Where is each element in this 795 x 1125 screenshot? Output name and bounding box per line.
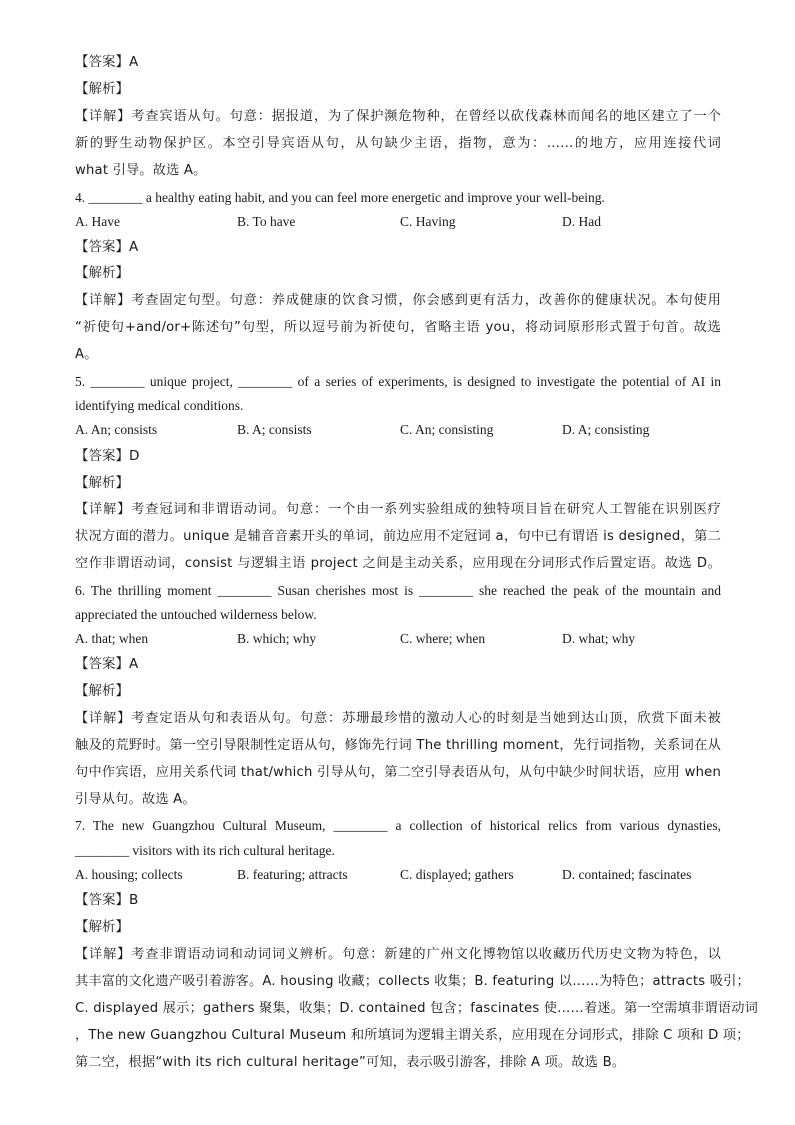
answer-label: 【答案】D bbox=[75, 448, 140, 464]
detail-line: 【详解】考查冠词和非谓语动词。句意：一个由一系列实验组成的独特项目旨在研究人工智能在识别医疗 bbox=[75, 502, 721, 517]
detail-line: 触及的荒野时。第一空引导限制性定语从句，修饰先行词 The thrilling moment，先行词指物，关系词在从 bbox=[75, 738, 721, 753]
detail-line: “祈使句+and/or+陈述句”句型，所以逗号前为祈使句，省略主语 you，将动词原形形式置于句首。故选 bbox=[75, 320, 721, 335]
question-7-stem: ________ visitors with its rich cultural heritage. bbox=[75, 843, 335, 858]
q5-option-c: C. An; consisting bbox=[400, 422, 494, 437]
detail-line: 状况方面的潜力。unique 是辅音音素开头的单词，前边应用不定冠词 a，句中已有谓语 is designed，第二 bbox=[75, 529, 721, 544]
q6-option-d: D. what; why bbox=[562, 631, 636, 646]
analysis-label: 【解析】 bbox=[75, 919, 129, 935]
analysis-label: 【解析】 bbox=[75, 475, 129, 491]
q5-option-d: D. A; consisting bbox=[562, 422, 650, 437]
q7-option-a: A. housing; collects bbox=[75, 867, 183, 882]
detail-line: 第二空，根据“with its rich cultural heritage”可知，表示吸引游客，排除 A 项。故选 B。 bbox=[75, 1055, 626, 1070]
q7-option-c: C. displayed; gathers bbox=[400, 867, 514, 882]
answer-label: 【答案】B bbox=[75, 892, 139, 908]
analysis-label: 【解析】 bbox=[75, 683, 129, 699]
detail-line: what 引导。故选 A。 bbox=[75, 163, 207, 178]
detail-line: 【详解】考查固定句型。句意：养成健康的饮食习惯，你会感到更有活力，改善你的健康状况。本句使用 bbox=[75, 293, 721, 308]
detail-line: 空作非谓语动词，consist 与逻辑主语 project 之间是主动关系，应用现在分词形式作后置定语。故选 D。 bbox=[75, 556, 721, 571]
q7-option-d: D. contained; fascinates bbox=[562, 867, 692, 882]
question-4-stem: 4. ________ a healthy eating habit, and you can feel more energetic and improve your well-being. bbox=[75, 190, 605, 205]
q7-option-b: B. featuring; attracts bbox=[237, 867, 348, 882]
analysis-label: 【解析】 bbox=[75, 81, 129, 97]
detail-line: 【详解】考查非谓语动词和动词词义辨析。句意：新建的广州文化博物馆以收藏历代历史文物为特色，以 bbox=[75, 947, 721, 962]
detail-line: A。 bbox=[75, 347, 98, 362]
answer-label: 【答案】A bbox=[75, 54, 139, 70]
q6-option-c: C. where; when bbox=[400, 631, 486, 646]
detail-line: 其丰富的文化遗产吸引着游客。A. housing 收藏；collects 收集；B. featuring 以……为特色；attracts 吸引； bbox=[75, 974, 750, 989]
question-6-stem: 6. The thrilling moment ________ Susan cherishes most is ________ she reached the peak of the mountain and bbox=[75, 583, 721, 598]
q5-option-b: B. A; consists bbox=[237, 422, 312, 437]
q4-option-b: B. To have bbox=[237, 214, 296, 229]
question-7-stem: 7. The new Guangzhou Cultural Museum, ________ a collection of historical relics from various dynasties, bbox=[75, 818, 721, 833]
q4-option-a: A. Have bbox=[75, 214, 120, 229]
detail-line: 【详解】考查定语从句和表语从句。句意：苏珊最珍惜的激动人心的时刻是当她到达山顶，欣赏下面未被 bbox=[75, 711, 721, 726]
question-5-stem: 5. ________ unique project, ________ of a series of experiments, is designed to investigate the potential of AI in bbox=[75, 374, 721, 389]
detail-line: C. displayed 展示；gathers 聚集，收集；D. contained 包含；fascinates 使……着迷。第一空需填非谓语动词 bbox=[75, 1001, 758, 1016]
analysis-label: 【解析】 bbox=[75, 265, 129, 281]
detail-line: 句中作宾语，应用关系代词 that/which 引导从句，第二空引导表语从句，从句中缺少时间状语，应用 when bbox=[75, 765, 721, 780]
answer-label: 【答案】A bbox=[75, 656, 139, 672]
question-5-stem: identifying medical conditions. bbox=[75, 398, 244, 413]
detail-line: 【详解】考查宾语从句。句意：据报道，为了保护濒危物种，在曾经以砍伐森林而闻名的地区建立了一个 bbox=[75, 109, 721, 124]
q4-option-c: C. Having bbox=[400, 214, 456, 229]
detail-line: 引导从句。故选 A。 bbox=[75, 792, 196, 807]
q4-option-d: D. Had bbox=[562, 214, 601, 229]
detail-line: ，The new Guangzhou Cultural Museum 和所填词为逻辑主谓关系，应用现在分词形式，排除 C 项和 D 项； bbox=[75, 1028, 750, 1043]
answer-label: 【答案】A bbox=[75, 239, 139, 255]
q5-option-a: A. An; consists bbox=[75, 422, 158, 437]
detail-line: 新的野生动物保护区。本空引导宾语从句，从句缺少主语，指物，意为：……的地方，应用连接代词 bbox=[75, 136, 721, 151]
question-6-stem: appreciated the untouched wilderness below. bbox=[75, 607, 317, 622]
q6-option-a: A. that; when bbox=[75, 631, 149, 646]
q6-option-b: B. which; why bbox=[237, 631, 317, 646]
